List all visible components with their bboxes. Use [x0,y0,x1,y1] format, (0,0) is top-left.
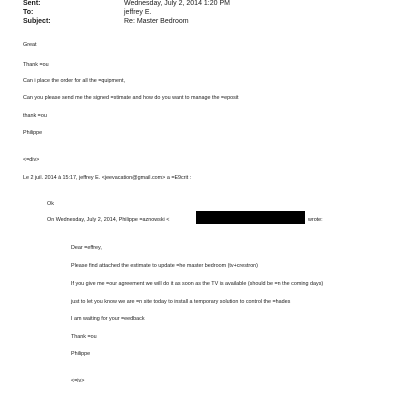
inner-line: If you give me =our agreement we will do it as soon as the TV is available (should be =n the coming days) [71,281,324,287]
sent-value: Wednesday, July 2, 2014 1:20 PM [124,0,230,7]
inner-line: just to let you know we are =n site today to install a temporary solution to control the =hades [71,299,291,305]
inner-line: Dear =effrey, [71,245,102,251]
reply-line: Can i place the order for all the =quipment, [23,78,126,84]
subject-label: Subject: [23,18,51,25]
quoted-attribution-suffix: wrote: [308,217,323,223]
inner-signature: Philippe [71,351,91,357]
sent-label: Sent: [23,0,41,7]
reply-div-tag: <=div> [23,157,40,163]
to-value: jeffrey E. [124,9,152,16]
reply-line: thank =ou [23,113,47,119]
reply-attribution: Le 2 juil. 2014 à 15:17, jeffrey E. <jeevacation@gmail.com> a =E9crit : [23,175,192,181]
reply-signature: Philippe [23,130,43,136]
reply-line: Can you please send me the signed =stimate and how do you want to manage the =eposit [23,95,239,101]
inner-div-tag: <=iv> [71,378,85,384]
inner-line: Thank =ou [71,334,97,340]
to-label: To: [23,9,34,16]
redaction-bar [196,211,305,224]
subject-value: Re: Master Bedroom [124,18,189,25]
inner-line: Please find attached the estimate to update =he master bedroom (tv+crestron) [71,263,258,269]
quoted-ok: Ok [47,201,54,207]
reply-line: Thank =ou [23,62,49,68]
quoted-attribution-prefix: On Wednesday, July 2, 2014, Philippe =aznowski < [47,217,170,223]
inner-line: I am waiting for your =eedback [71,316,145,322]
reply-line: Great [23,42,37,48]
